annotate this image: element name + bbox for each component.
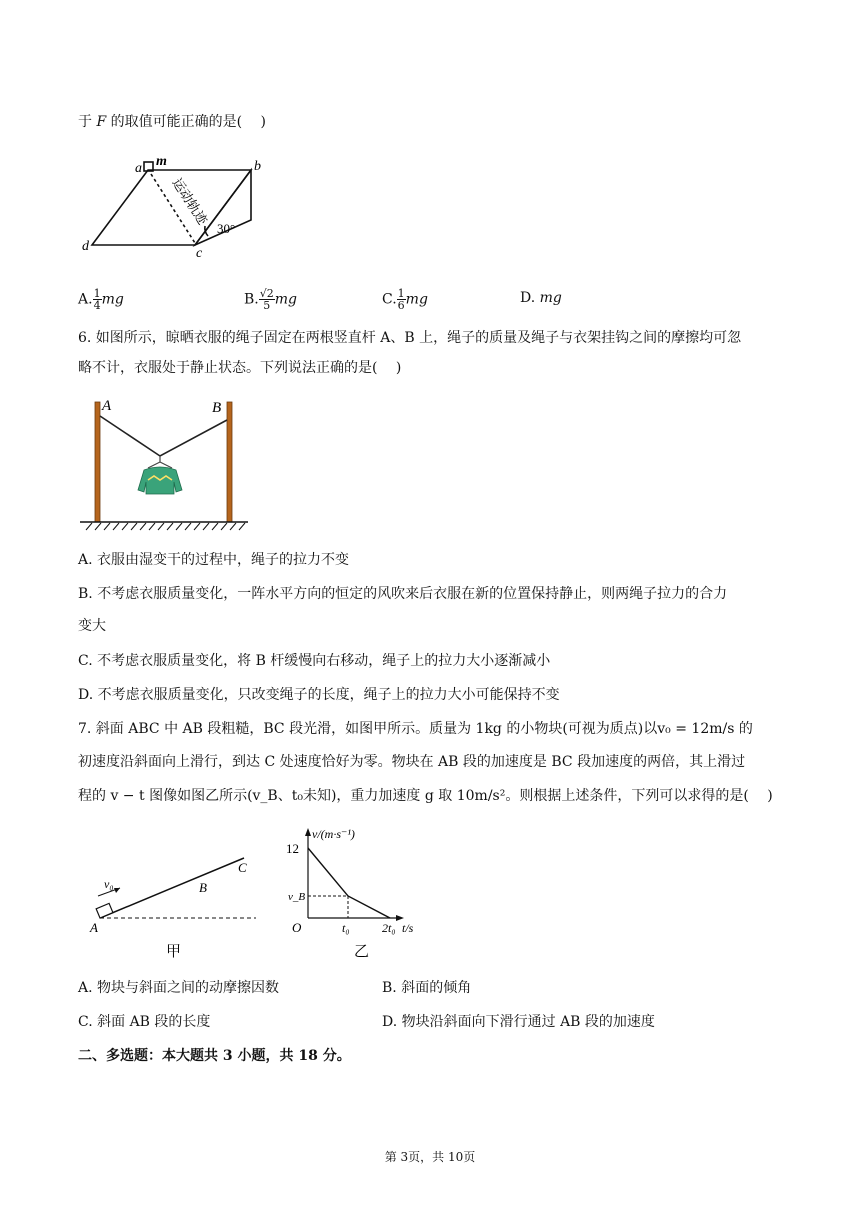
label-angle: 30°: [217, 221, 236, 236]
q6-option-b-line2: 变大: [78, 618, 106, 634]
label-v0: v₀: [104, 877, 114, 891]
q6-option-c: C. 不考虑衣服质量变化，将 B 杆缓慢向右移动，绳子上的拉力大小逐渐减小: [78, 653, 551, 669]
q5-option-b: B. $\frac{√2}{5}$ mg: [244, 287, 298, 312]
label-ylabel: v/(m·s⁻¹): [312, 827, 355, 841]
q7-option-b: B. 斜面的倾角: [382, 980, 472, 996]
q5-parallelogram-figure: [80, 150, 280, 260]
caption-yi: 乙: [354, 944, 370, 960]
q5-option-d: D. mg: [520, 290, 562, 306]
label-t0: t₀: [342, 921, 350, 935]
section-heading-multiple-choice: 二、多选题：本大题共 3 小题，共 18 分。: [78, 1048, 351, 1064]
q5-stem-tail: 于 F 的取值可能正确的是( ): [78, 114, 266, 130]
label-y12: 12: [286, 841, 299, 856]
label-B: B: [212, 400, 222, 416]
q7-option-c: C. 斜面 AB 段的长度: [78, 1014, 211, 1030]
label-A: A: [90, 920, 98, 935]
caption-jia: 甲: [166, 944, 182, 960]
q6-option-a: A. 衣服由湿变干的过程中，绳子的拉力不变: [78, 552, 350, 568]
q7-option-d: D. 物块沿斜面向下滑行通过 AB 段的加速度: [382, 1014, 655, 1030]
label-b: b: [254, 159, 261, 174]
q6-option-d: D. 不考虑衣服质量变化，只改变绳子的长度，绳子上的拉力大小可能保持不变: [78, 687, 560, 703]
label-xlabel: t/s: [402, 921, 414, 935]
page-footer: 第 3页，共 10页: [384, 1150, 476, 1164]
q5-option-a: A. $\frac{1}{4}$ mg: [78, 287, 124, 312]
q5-option-c: C. $\frac{1}{6}$ mg: [382, 287, 428, 312]
label-A: A: [102, 398, 112, 414]
label-2t0: 2t₀: [382, 921, 396, 935]
q7-incline-figure: [86, 848, 266, 960]
q6-stem-line2: 略不计，衣服处于静止状态。下列说法正确的是( ): [78, 360, 402, 376]
q6-option-b-line1: B. 不考虑衣服质量变化，一阵水平方向的恒定的风吹来后衣服在新的位置保持静止，则两绳子拉力的合力: [78, 586, 728, 602]
label-d: d: [82, 239, 89, 254]
label-path: 运动轨迹: [169, 175, 211, 228]
q7-vt-graph: [280, 822, 440, 962]
q7-stem-line1: 7. 斜面 ABC 中 AB 段粗糙，BC 段光滑，如图甲所示。质量为 1kg 的小物块(可视为质点)以v₀ = 12m/s 的: [78, 721, 753, 737]
label-c: c: [196, 246, 203, 260]
q7-option-a: A. 物块与斜面之间的动摩擦因数: [78, 980, 280, 996]
label-vB: v_B: [288, 891, 306, 903]
label-m: m: [156, 154, 167, 169]
label-B: B: [199, 880, 207, 895]
q7-stem-line2: 初速度沿斜面向上滑行，到达 C 处速度恰好为零。物块在 AB 段的加速度是 BC 段加速度的两倍，其上滑过: [78, 754, 746, 770]
q6-clothesline-figure: [78, 394, 250, 534]
label-C: C: [238, 860, 247, 875]
label-a: a: [135, 161, 142, 176]
label-O: O: [292, 920, 302, 935]
q7-stem-line3: 程的 v − t 图像如图乙所示(v_B、t₀未知)，重力加速度 g 取 10m/s²。则根据上述条件，下列可以求得的是( ): [78, 788, 773, 804]
q6-stem-line1: 6. 如图所示，晾晒衣服的绳子固定在两根竖直杆 A、B 上，绳子的质量及绳子与衣架挂钩之间的摩擦均可忽: [78, 330, 742, 346]
